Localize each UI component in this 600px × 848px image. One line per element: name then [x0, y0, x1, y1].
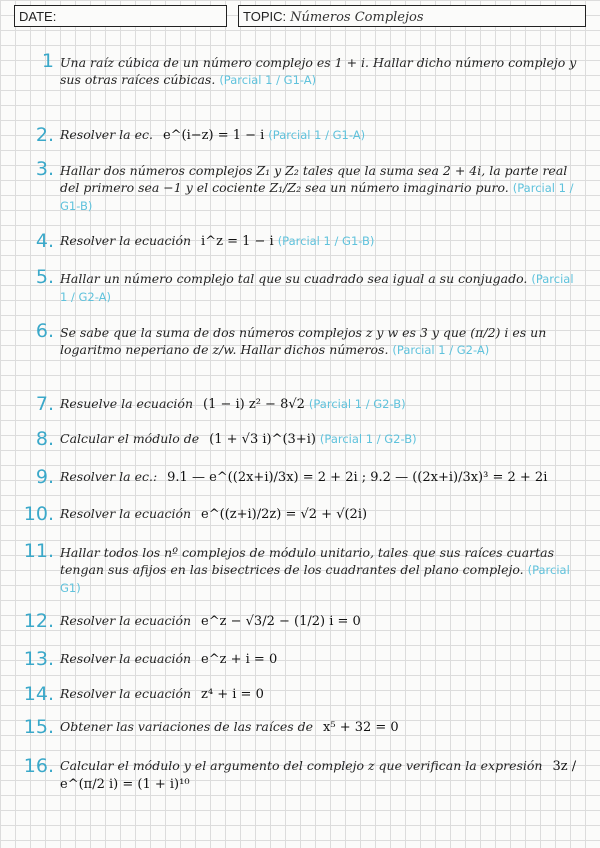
problem-source: (Parcial 1 / G1-B): [277, 234, 375, 248]
problem-math: e^z − √3/2 − (1/2) i = 0: [201, 614, 361, 629]
problem-text: Resolver la ecuación e^z − √3/2 − (1/2) i = 0: [60, 613, 361, 629]
date-label: DATE:: [19, 9, 57, 24]
problem-number: 3.: [35, 158, 54, 180]
topic-field: [238, 5, 586, 27]
problem-number: 1: [41, 50, 54, 72]
problem-text: Una raíz cúbica de un número complejo es 1 + i. Hallar dicho número complejo y sus otras raíces cúbicas. (Parcial 1 / G1-A): [60, 55, 577, 87]
problem-source: (Parcial 1 / G2-B): [319, 432, 417, 446]
problem-math: i^z = 1 − i: [201, 234, 274, 249]
problem-text: Hallar un número complejo tal que su cuadrado sea igual a su conjugado. (Parcial 1 / G2-A): [60, 271, 574, 304]
problem-number: 12.: [23, 610, 54, 632]
problem-source: (Parcial 1 / G1-A): [219, 73, 317, 87]
problem-number: 8.: [35, 428, 54, 450]
problem-source: (Parcial 1 / G2-A): [392, 343, 490, 357]
problem-number: 10.: [23, 503, 54, 525]
problem-text: Resolver la ec.: 9.1 — e^((2x+i)/3x) = 2 + 2i ; 9.2 — ((2x+i)/3x)³ = 2 + 2i: [60, 469, 548, 485]
topic-value: Números Complejos: [290, 10, 424, 25]
problem-source: (Parcial 1 / G2-A): [60, 272, 574, 304]
problem-number: 6.: [35, 320, 54, 342]
problem-source: (Parcial 1 / G1-B): [60, 181, 574, 213]
problem-number: 15.: [23, 716, 54, 738]
problem-math: e^((z+i)/2z) = √2 + √(2i): [201, 507, 368, 522]
problem-source: (Parcial 1 / G2-B): [308, 397, 406, 411]
problem-text: Resolver la ecuación e^((z+i)/2z) = √2 + √(2i): [60, 506, 368, 522]
problem-number: 7.: [35, 393, 54, 415]
problem-math: (1 + √3 i)^(3+i): [209, 432, 316, 447]
problem-number: 16.: [23, 755, 54, 777]
problem-math: z⁴ + i = 0: [201, 687, 264, 702]
problem-text: Resolver la ecuación e^z + i = 0: [60, 651, 278, 667]
problem-number: 4.: [35, 230, 54, 252]
problem-text: Obtener las variaciones de las raíces de x⁵ + 32 = 0: [60, 719, 399, 735]
problem-text: Se sabe que la suma de dos números complejos z y w es 3 y que (π/2) i es un logaritmo neperiano de z/w. Hallar dichos números. (Parcial 1 / G2-A): [60, 325, 547, 357]
problem-text: Resolver la ecuación i^z = 1 − i (Parcial 1 / G1-B): [60, 233, 375, 249]
problem-number: 13.: [23, 648, 54, 670]
problem-number: 9.: [35, 466, 54, 488]
problem-text: Resuelve la ecuación (1 − i) z² − 8√2 (Parcial 1 / G2-B): [60, 396, 406, 412]
problem-text: Calcular el módulo y el argumento del complejo z que verifican la expresión 3z / e^(π/2 i) = (1 + i)¹⁰: [60, 758, 577, 792]
problem-text: Calcular el módulo de (1 + √3 i)^(3+i) (Parcial 1 / G2-B): [60, 431, 417, 447]
problem-number: 2.: [35, 124, 54, 146]
problem-number: 11.: [23, 540, 54, 562]
problem-text: Resolver la ecuación z⁴ + i = 0: [60, 686, 264, 702]
problem-math: x⁵ + 32 = 0: [323, 720, 399, 735]
problem-math: e^z + i = 0: [201, 652, 278, 667]
topic-label: TOPIC:: [243, 9, 287, 24]
problem-math: e^(i−z) = 1 − i: [162, 128, 265, 143]
problem-text: Hallar todos los nº complejos de módulo unitario, tales que sus raíces cuartas tengan sus afijos en las bisectrices de los cuadrantes del plano complejo. (Parcial G1): [60, 545, 570, 595]
date-field: [14, 5, 227, 27]
problem-source: (Parcial G1): [60, 563, 570, 595]
problem-number: 5.: [35, 266, 54, 288]
problem-math: (1 − i) z² − 8√2: [203, 397, 305, 412]
problem-number: 14.: [23, 683, 54, 705]
problem-text: Resolver la ec. e^(i−z) = 1 − i (Parcial 1 / G1-A): [60, 127, 366, 143]
problem-math: 9.1 — e^((2x+i)/3x) = 2 + 2i ; 9.2 — ((2x+i)/3x)³ = 2 + 2i: [167, 470, 548, 485]
problem-source: (Parcial 1 / G1-A): [268, 128, 366, 142]
problem-math: 3z / e^(π/2 i) = (1 + i)¹⁰: [60, 759, 577, 792]
problem-text: Hallar dos números complejos Z₁ y Z₂ tales que la suma sea 2 + 4i, la parte real del primero sea −1 y el cociente Z₁/Z₂ sea un número imaginario puro. (Parcial 1 / G1-B): [60, 163, 574, 213]
